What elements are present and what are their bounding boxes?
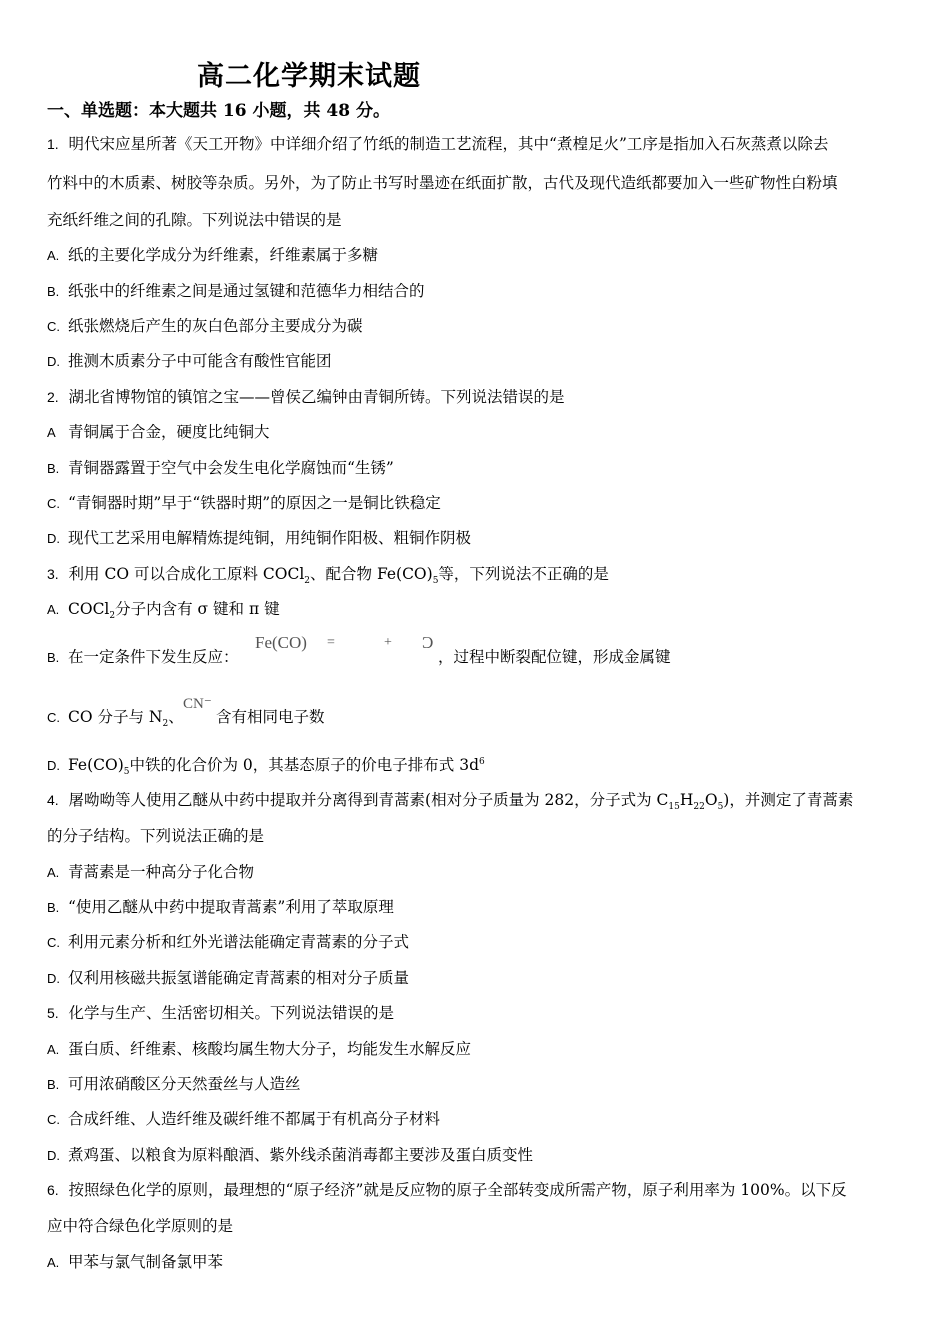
reaction-equation-formula: Fe(CO): [255, 633, 307, 652]
option-label: D.: [47, 1148, 60, 1163]
reaction-equation-product: Ͻ: [422, 633, 434, 652]
q2-option-b[interactable]: [47, 458, 394, 479]
option-label: A: [47, 425, 56, 440]
q3-number: 3.: [47, 566, 59, 582]
q3-option-a[interactable]: [47, 599, 280, 620]
q5-stem: [47, 1003, 394, 1023]
q1-option-b[interactable]: [47, 281, 425, 302]
q3-text-b: 、配合物 Fe(CO): [310, 565, 433, 583]
option-text: 煮鸡蛋、以粮食为原料酿酒、紫外线杀菌消毒都主要涉及蛋白质变性: [68, 1146, 534, 1164]
option-label: A.: [47, 602, 60, 617]
q3-text-c: 等，下列说法不正确的是: [438, 565, 609, 583]
subscript: 5: [432, 576, 439, 587]
option-text: “青铜器时期”早于“铁器时期”的原因之一是铜比铁稳定: [68, 494, 441, 512]
q5-option-a[interactable]: [47, 1039, 471, 1060]
option-label: D.: [47, 354, 60, 369]
subscript: 2: [162, 719, 169, 730]
option-label: A.: [47, 1255, 60, 1270]
q3-stem: [47, 564, 609, 587]
subscript: 15: [668, 802, 680, 813]
q1-option-a[interactable]: [47, 245, 378, 266]
option-label: A.: [47, 1042, 60, 1057]
q1-number: 1.: [47, 136, 59, 152]
cyanide-ion-formula: CN⁻: [183, 696, 212, 712]
q2-stem: [47, 387, 565, 407]
option-text: 纸的主要化学成分为纤维素，纤维素属于多糖: [68, 246, 379, 264]
q1-option-d[interactable]: [47, 351, 332, 372]
reaction-equation-equals: =: [327, 635, 335, 650]
option-text: 利用元素分析和红外光谱法能确定青蒿素的分子式: [68, 933, 410, 951]
subscript: 5: [717, 802, 724, 813]
q1-stem-line3: 充纸纤维之间的孔隙。下列说法中错误的是: [47, 211, 342, 229]
q3-option-d[interactable]: [47, 755, 485, 776]
section-heading: 一、单选题：本大题共 16 小题，共 48 分。: [47, 101, 390, 121]
q4-option-b[interactable]: [47, 897, 394, 918]
option-text: CO 分子与 N: [68, 708, 163, 726]
formula-h: H: [679, 791, 694, 809]
option-label: C.: [47, 1112, 60, 1127]
option-text: 、: [168, 708, 184, 726]
reaction-equation-plus: +: [384, 635, 392, 650]
q4-stem-line1: [47, 790, 854, 813]
formula-o: O: [704, 791, 718, 809]
option-label: D.: [47, 758, 60, 773]
q3-option-c-tail: 含有相同电子数: [216, 708, 325, 726]
q1-text1: 明代宋应星所著《天工开物》中详细介绍了竹纸的制造工艺流程，其中“煮楻足火”工序是指加入石灰蒸煮以除去: [68, 135, 829, 153]
option-label: B.: [47, 650, 60, 665]
q2-text: 湖北省博物馆的镇馆之宝——曾侯乙编钟由青铜所铸。下列说法错误的是: [68, 388, 565, 406]
option-label: C.: [47, 496, 60, 511]
option-label: D.: [47, 971, 60, 986]
option-label: C.: [47, 935, 60, 950]
option-text: Fe(CO): [68, 756, 124, 774]
q6-stem-line1: [47, 1180, 847, 1200]
q3-option-b-tail: ，过程中断裂配位键，形成金属键: [438, 648, 671, 666]
option-text: “使用乙醚从中药中提取青蒿素”利用了萃取原理: [68, 898, 394, 916]
subscript: 5: [123, 767, 130, 778]
option-text: 青铜属于合金，硬度比纯铜大: [68, 423, 270, 441]
q5-text: 化学与生产、生活密切相关。下列说法错误的是: [68, 1004, 395, 1022]
option-text: 蛋白质、纤维素、核酸均属生物大分子，均能发生水解反应: [68, 1040, 472, 1058]
option-label: D.: [47, 531, 60, 546]
option-text: 在一定条件下发生反应：: [68, 648, 239, 666]
subscript: 2: [109, 611, 116, 622]
option-label: B.: [47, 1077, 60, 1092]
q4-option-d[interactable]: [47, 968, 409, 989]
q3-text-a: 利用 CO 可以合成化工原料 COCl: [68, 565, 305, 583]
option-label: C.: [47, 710, 60, 725]
option-label: A.: [47, 248, 60, 263]
option-text: 青蒿素是一种高分子化合物: [68, 863, 255, 881]
q5-number: 5.: [47, 1005, 59, 1021]
q5-option-b[interactable]: [47, 1074, 301, 1095]
option-label: B.: [47, 284, 60, 299]
option-text: 合成纤维、人造纤维及碳纤维不都属于有机高分子材料: [68, 1110, 441, 1128]
option-text: 仅利用核磁共振氢谱能确定青蒿素的相对分子质量: [68, 969, 410, 987]
subscript: 22: [693, 802, 705, 813]
option-label: A.: [47, 865, 60, 880]
option-text: 推测木质素分子中可能含有酸性官能团: [68, 352, 332, 370]
option-text: 可用浓硝酸区分天然蚕丝与人造丝: [68, 1075, 301, 1093]
option-text: 中铁的化合价为 0，其基态原子的价电子排布式 3d: [129, 756, 479, 774]
q1-option-c[interactable]: [47, 316, 363, 337]
q6-stem-line2: 应中符合绿色化学原则的是: [47, 1217, 234, 1235]
q4-stem-line2: 的分子结构。下列说法正确的是: [47, 827, 265, 845]
q4-option-c[interactable]: [47, 932, 409, 953]
q2-option-a[interactable]: [47, 422, 270, 443]
option-text: COCl: [68, 600, 110, 618]
q6-option-a[interactable]: [47, 1252, 223, 1273]
option-label: C.: [47, 319, 60, 334]
option-text: 现代工艺采用电解精炼提纯铜，用纯铜作阳极、粗铜作阴极: [68, 529, 472, 547]
q1-stem-line1: [47, 134, 828, 154]
q1-stem-line2: 竹料中的木质素、树胶等杂质。另外，为了防止书写时墨迹在纸面扩散，古代及现代造纸都要加入一些矿物性白粉填: [47, 174, 838, 192]
option-text: 青铜器露置于空气中会发生电化学腐蚀而“生锈”: [68, 459, 394, 477]
option-text: 纸张中的纤维素之间是通过氢键和范德华力相结合的: [68, 282, 425, 300]
q4-text-b: )，并测定了青蒿素: [723, 791, 854, 809]
q4-option-a[interactable]: [47, 862, 254, 883]
superscript: 6: [479, 756, 485, 767]
q6-number: 6.: [47, 1182, 59, 1198]
page-title: 高二化学期末试题: [197, 61, 421, 92]
q3-option-b[interactable]: [47, 647, 239, 668]
option-text: 分子内含有 σ 键和 π 键: [115, 600, 280, 618]
q2-option-d[interactable]: [47, 528, 471, 549]
q2-option-c[interactable]: [47, 493, 441, 514]
option-text: 纸张燃烧后产生的灰白色部分主要成分为碳: [68, 317, 363, 335]
q5-option-c[interactable]: [47, 1109, 440, 1130]
option-label: B.: [47, 900, 60, 915]
q6-text: 按照绿色化学的原则，最理想的“原子经济”就是反应物的原子全部转变成所需产物，原子利用率为 100%。以下反: [68, 1181, 847, 1199]
option-text: 甲苯与氯气制备氯甲苯: [68, 1253, 224, 1271]
q2-number: 2.: [47, 389, 59, 405]
q4-number: 4.: [47, 792, 59, 808]
q3-option-c[interactable]: [47, 707, 184, 728]
subscript: 2: [304, 576, 311, 587]
option-label: B.: [47, 461, 60, 476]
q5-option-d[interactable]: [47, 1145, 533, 1166]
q4-text-a: 屠呦呦等人使用乙醚从中药中提取并分离得到青蒿素(相对分子质量为 282，分子式为 C: [68, 791, 669, 809]
